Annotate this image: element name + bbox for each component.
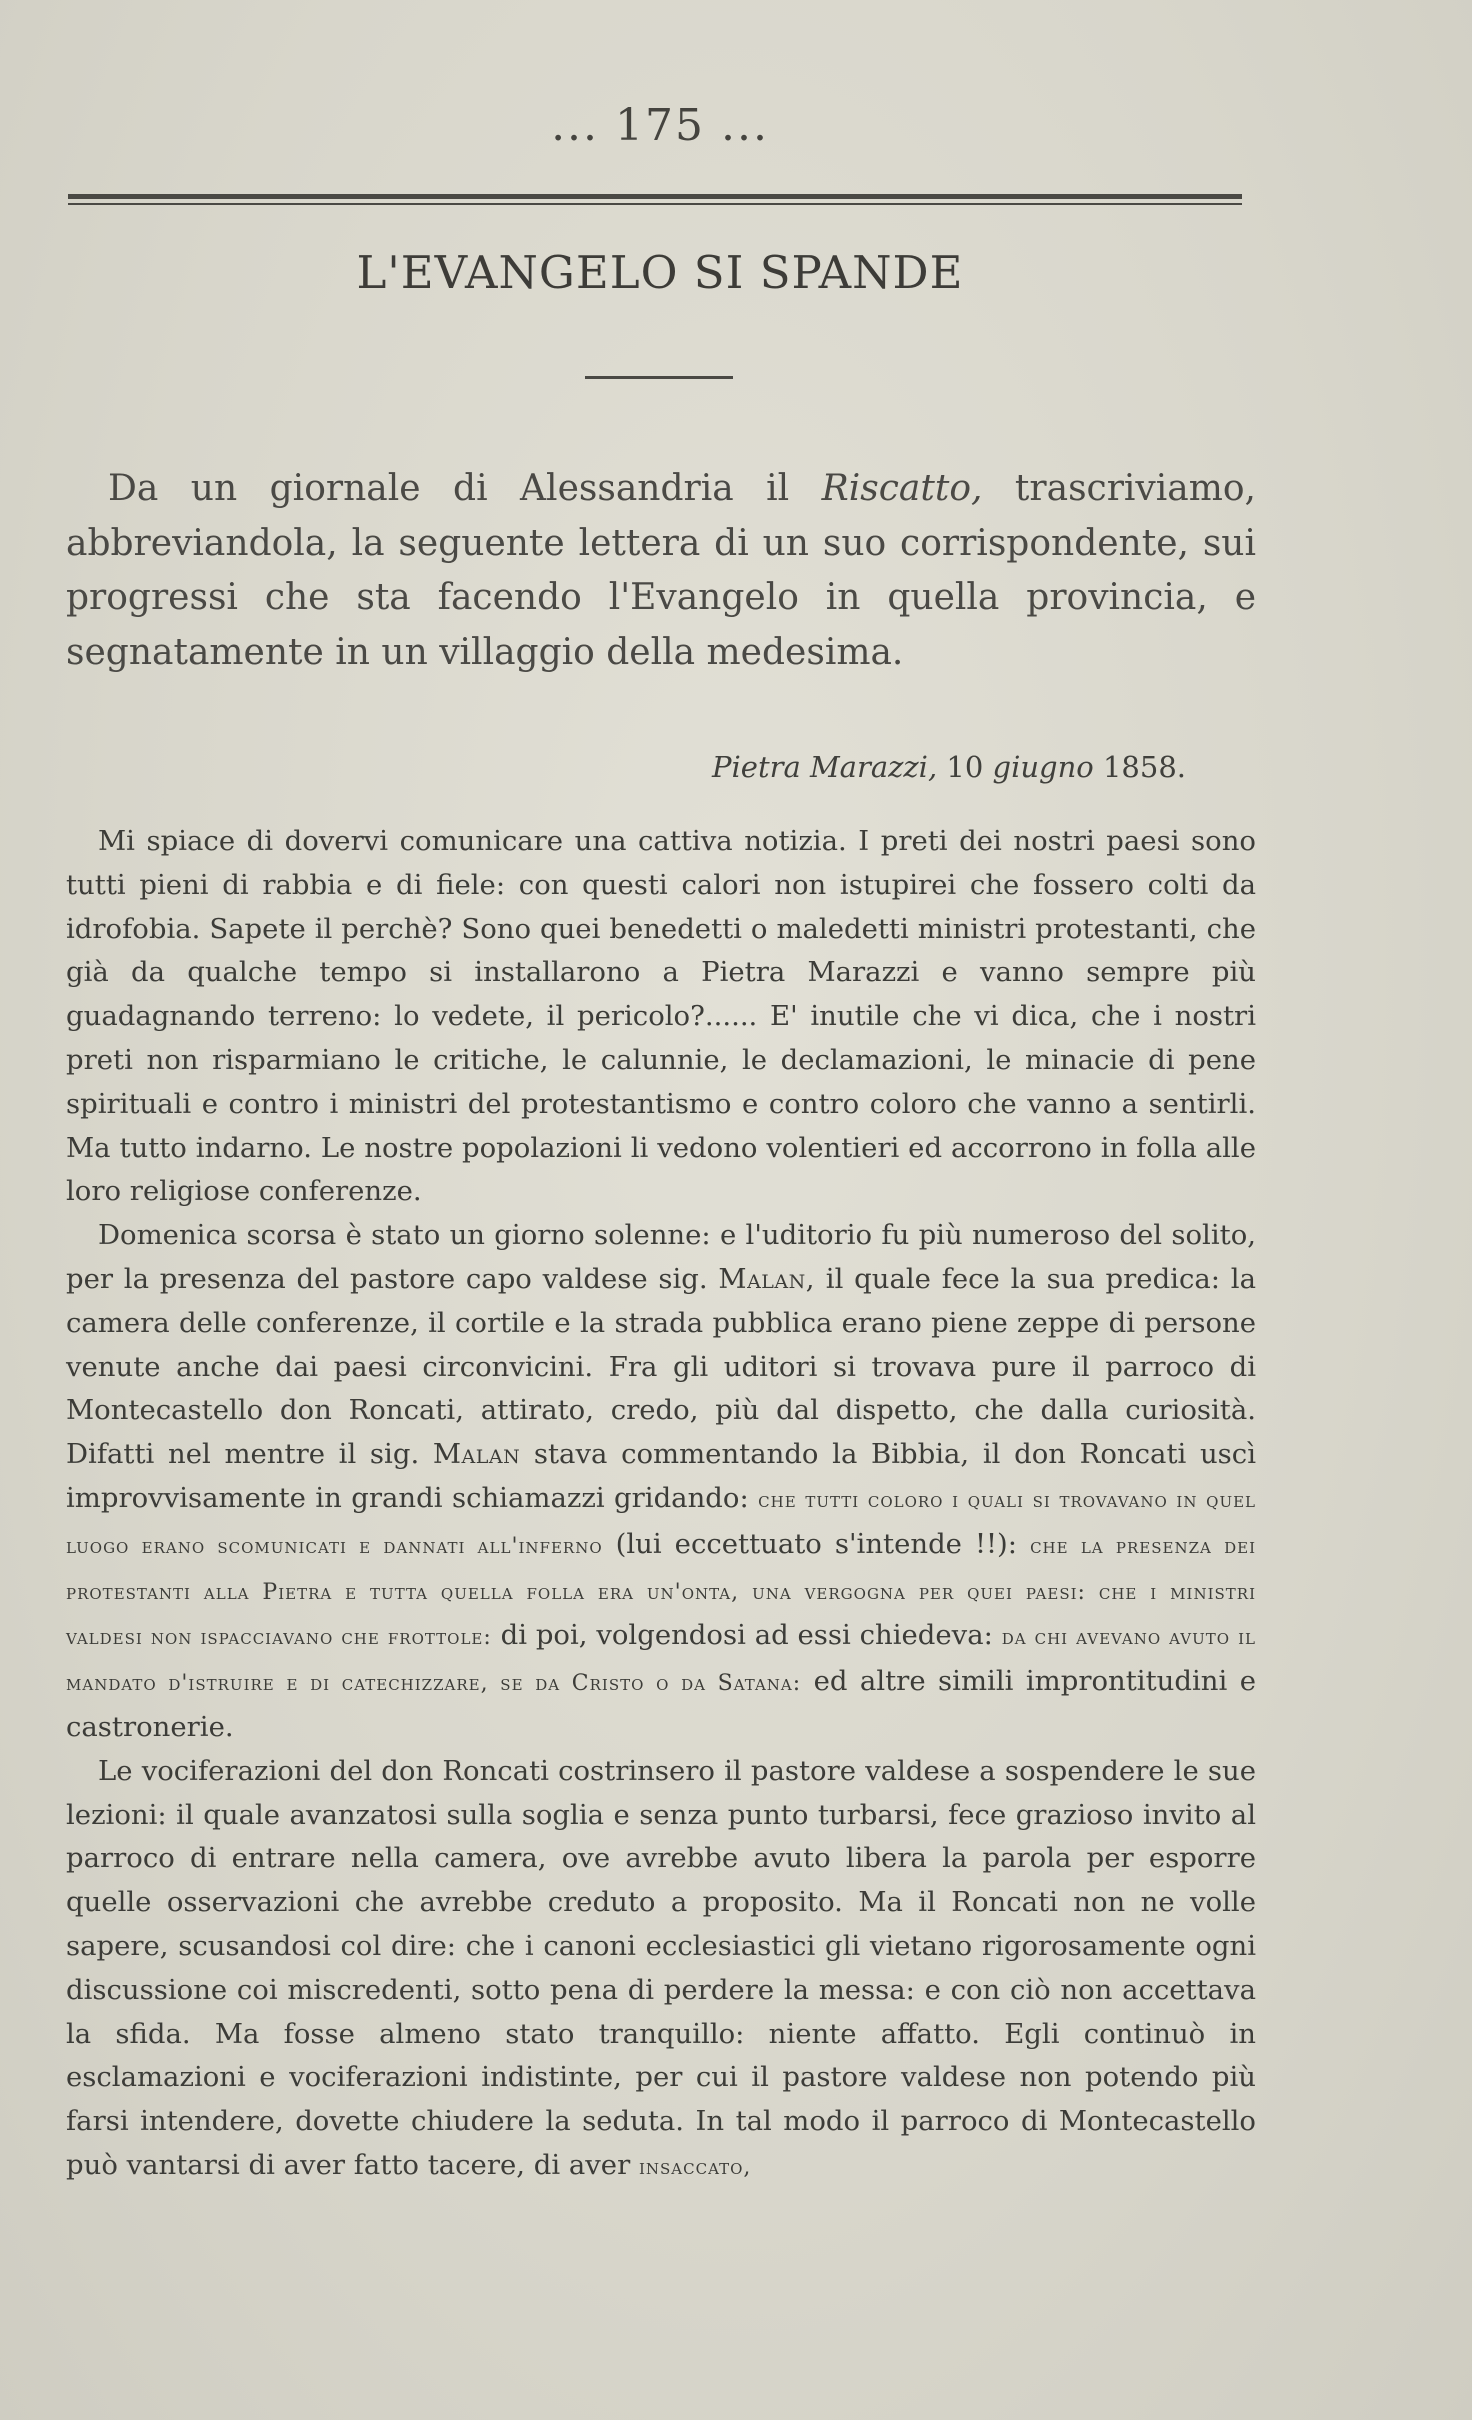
dateline-month: giugno — [992, 750, 1094, 784]
intro-text-start: Da un giornale di Alessandria il — [108, 468, 822, 509]
p2-text-a: Domenica scorsa è stato un giorno solenne: e l'uditorio fu più numeroso del solito, per la presenza del pastore capo valdese sig. — [66, 1219, 1256, 1295]
dateline-day: 10 — [937, 750, 993, 784]
p2-text-e: di poi, volgendosi ad essi chiedeva: — [491, 1619, 1002, 1652]
p3-text-a: Le vociferazioni del don Roncati costrinsero il pastore valdese a sospendere le sue lezioni: il quale avanzatosi sulla soglia e senza punto turbarsi, fece grazioso invito al parroco di entrare nella camera, ove avrebbe avuto libera la parola per esporre quelle osservazioni che avrebbe creduto a proposito. Ma il Roncati non ne volle sapere, scusandosi col dire: che i canoni ecclesiastici gli vietano rigorosamente ogni discussione coi miscredenti, sotto pena di perdere la messa: e con ciò non accettava la sfida. Ma fosse almeno stato tranquillo: niente affatto. Egli continuò in esclamazioni e vociferazioni indistinte, per cui il pastore valdese non potendo più farsi intendere, dovette chiudere la seduta. In tal modo il parroco di Montecastello può vantarsi di aver fatto tacere, di aver — [66, 1754, 1256, 2181]
letter-dateline — [0, 750, 1186, 784]
header-rule-thick — [68, 194, 1242, 199]
p2-text-c: stava commentando la Bibbia, il don Roncati uscì improvvisamente in grandi schiamazzi gridando: — [66, 1438, 1256, 1514]
page-number: ... 175 ... — [551, 100, 769, 151]
pastor-name: Malan, — [718, 1262, 816, 1295]
letter-paragraph-1: Mi spiace di dovervi comunicare una cattiva notizia. I preti dei nostri paesi sono tutti pieni di rabbia e di fiele: con questi calori non istupirei che fossero colti da idrofobia. Sapete il perchè? Sono quei benedetti o maledetti ministri protestanti, che già da qualche tempo si installarono a Pietra Marazzi e vanno sempre più guadagnando terreno: lo vedete, il pericolo?...... E' inutile che vi dica, che i nostri preti non risparmiano le critiche, le calunnie, le declamazioni, le minacie di pene spirituali e contro i ministri del protestantismo e contro coloro che vanno a sentirli. Ma tutto indarno. Le nostre popolazioni li vedono volentieri ed accorrono in folla alle loro religiose conferenze. — [66, 825, 1256, 1208]
p2-text-f: ed altre simili improntitudini e castronerie. — [66, 1665, 1256, 1743]
p2-text-b: il quale fece la sua predica: la camera delle conferenze, il cortile e la strada pubblica erano piene zeppe di persone venute anche dai paesi circonvicini. Fra gli uditori si trovava pure il parroco di Montecastello don Roncati, attirato, credo, più dal dispetto, che dalla curiosità. Difatti nel mentre il sig. — [66, 1262, 1257, 1471]
dateline-place: Pietra Marazzi, — [712, 750, 938, 784]
shout-quote-2: che la presenza dei protestanti alla Pietra e tutta quella folla era un'onta, una vergogna per quei paesi: che i ministri valdesi non ispacciavano che frottole: — [66, 1533, 1256, 1651]
header-rule-thin — [68, 203, 1242, 205]
article-title: L'EVANGELO SI SPANDE — [356, 246, 964, 299]
p2-text-d: (lui eccettuato s'intende !!): — [602, 1527, 1031, 1560]
intro-text-end: trascriviamo, abbreviandola, la seguente lettera di un suo corrispondente, sui progressi che sta facendo l'Evangelo in quella provincia, e segnatamente in un villaggio della medesima. — [66, 468, 1256, 673]
title-divider — [585, 376, 733, 379]
insaccato-word: insaccato, — [638, 2154, 752, 2180]
pastor-name-2: Malan — [432, 1438, 521, 1471]
letter-paragraph-3 — [66, 1750, 1256, 2190]
dateline-year: 1858. — [1093, 750, 1186, 784]
letter-body — [66, 820, 1256, 2190]
shout-quote-1: che tutti coloro i quali si trovavano in quel luogo erano scomunicati e dannati all'inferno — [66, 1487, 1257, 1559]
newspaper-name: Riscatto, — [821, 468, 983, 509]
shout-quote-3: da chi avevano avuto il mandato d'istruire e di catechizzare, se da Cristo o da Satana: — [66, 1625, 1256, 1697]
intro-paragraph — [66, 462, 1256, 680]
letter-paragraph-2 — [66, 1214, 1256, 1750]
